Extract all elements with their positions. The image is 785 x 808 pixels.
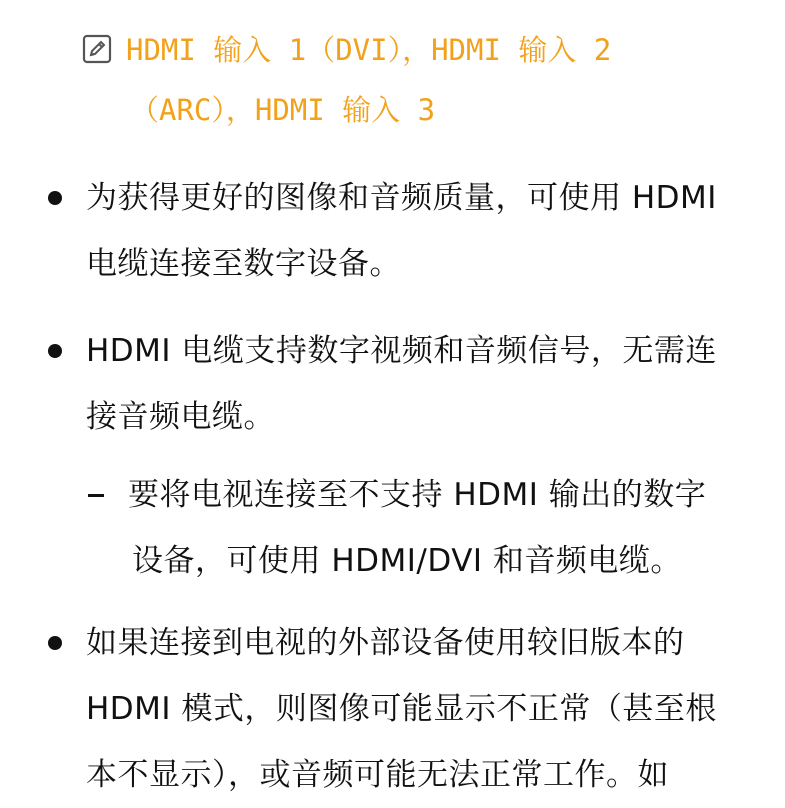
bullet-2-line-2: 接音频电缆。 — [86, 399, 275, 435]
bullet-2-line-1: HDMI 电缆支持数字视频和音频信号，无需连 — [86, 333, 717, 369]
bullet-item-2 — [86, 318, 766, 450]
bullet-item-3 — [86, 610, 766, 808]
sub-item — [128, 462, 758, 594]
bullet-1-line-1: 为获得更好的图像和音频质量，可使用 HDMI — [86, 180, 717, 216]
bullet-3-line-3: 本不显示），或音频可能无法正常工作。如 — [86, 757, 669, 793]
bullet-1-line-2: 电缆连接至数字设备。 — [86, 246, 401, 282]
note-line-1: HDMI 输入 1（DVI），HDMI 输入 2 — [126, 33, 612, 67]
dash-icon — [88, 494, 104, 497]
bullet-item-1 — [86, 165, 766, 297]
bullet-3-line-2: HDMI 模式，则图像可能显示不正常（甚至根 — [86, 691, 717, 727]
sub-line-1: 要将电视连接至不支持 HDMI 输出的数字 — [128, 477, 707, 513]
bullet-dot-icon — [48, 636, 62, 650]
note-line-2: （ARC），HDMI 输入 3 — [130, 93, 436, 127]
note-pencil-icon — [82, 34, 112, 64]
bullet-dot-icon — [48, 344, 62, 358]
bullet-3-line-1: 如果连接到电视的外部设备使用较旧版本的 — [86, 625, 685, 661]
sub-line-2: 设备，可使用 HDMI/DVI 和音频电缆。 — [132, 543, 682, 579]
bullet-dot-icon — [48, 191, 62, 205]
note-block — [86, 20, 766, 140]
